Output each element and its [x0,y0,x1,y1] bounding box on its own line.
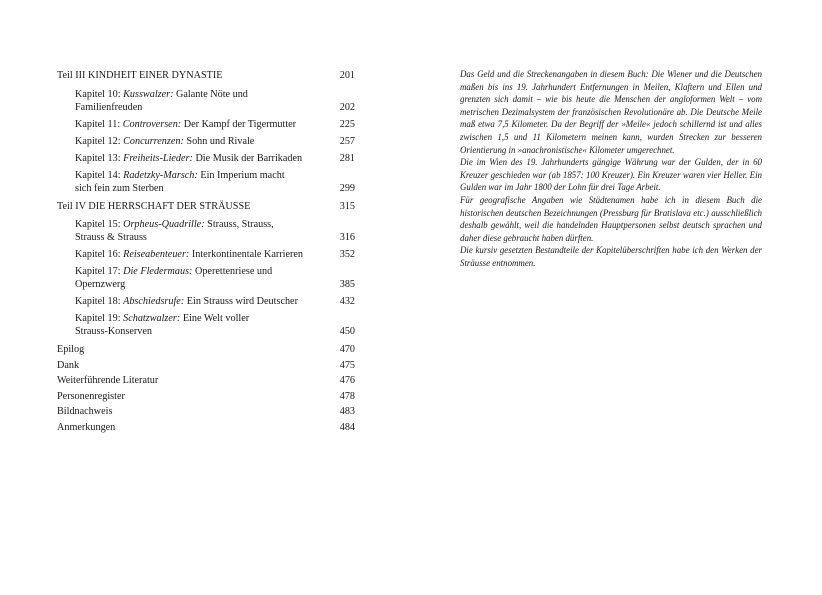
toc-page-number: 225 [339,118,355,130]
chapter-prefix: Kapitel 14: [75,169,124,181]
chapter-italic-title: Orpheus-Quadrille: [123,219,205,230]
chapter-title-continued: Strauss-Konserven [75,326,152,337]
chapter-title: Sohn und Rivale [183,135,255,147]
chapter-prefix: Kapitel 19: [75,313,124,324]
toc-page-number: 202 [339,101,355,113]
chapter-prefix: Kapitel 11: [75,118,123,130]
chapter-italic-title: Concurrenzen: [123,135,184,147]
chapter-title: Der Kampf der Tigermutter [181,118,297,130]
toc-entry-title: Anmerkungen [57,421,116,433]
chapter-italic-title: Kusswalzer: [123,88,174,100]
chapter-italic-title: Abschiedsrufe: [123,296,185,307]
chapter-title: Ein Strauss wird Deutscher [184,296,298,307]
chapter-title: Strauss, Strauss, [204,219,274,230]
note-paragraph-place-names: Für geografische Angaben wie Städtenamen habe ich in diesem Buch die historischen deutschen Bezeichnungen (Pressburg für Bratislava etc.) ausschließlich deshalb gewählt, weil die handelnden Hauptpersonen selbst deutsch sprachen und daher diese gebraucht haben dürften. [460,194,762,243]
chapter-title: Galante Nöte und [173,88,248,100]
toc-entry-title: Bildnachweis [57,406,113,417]
chapter-italic-title: Die Fledermaus: [123,266,193,277]
toc-chapter-10 [75,88,355,114]
toc-page-number: 450 [339,326,355,337]
chapter-title-continued: Strauss & Strauss [75,232,147,243]
toc-page-number: 201 [339,70,355,81]
toc-chapter-16 [75,248,355,261]
chapter-prefix: Kapitel 13: [75,152,124,164]
toc-page-number: 483 [339,406,355,417]
toc-chapter-19 [75,312,355,338]
toc-entry-title: Weiterführende Literatur [57,375,159,386]
chapter-italic-title: Schatzwalzer: [123,313,181,324]
toc-back-matter [57,342,355,435]
chapter-italic-title: Radetzky-Marsch: [123,169,198,181]
toc-entry-bildnachweis [57,404,355,420]
toc-page-number: 257 [339,135,355,147]
toc-page-number: 476 [339,375,355,386]
toc-page-number: 432 [339,296,355,307]
toc-page-number: 475 [339,359,355,371]
chapter-italic-title: Freiheits-Lieder: [123,152,193,164]
chapter-title: Eine Welt voller [180,313,250,324]
toc-entry-epilog [57,342,355,358]
toc-page-number: 470 [339,344,355,355]
toc-part-3 [57,68,355,84]
chapter-prefix: Kapitel 10: [75,88,124,100]
chapter-title: Ein Imperium macht [197,169,285,181]
table-of-contents [57,68,355,435]
editorial-note [460,68,762,270]
chapter-prefix: Kapitel 12: [75,135,124,147]
toc-part-3-chapters [57,88,355,195]
note-paragraph-currency: Die im Wien des 19. Jahrhunderts gängige Währung war der Gulden, der in 60 Kreuzer geschieden war (ab 1857: 100 Kreuzer). Ein Kreuzer waren vier Heller. Ein Gulden war im Jahr 1800 der Lohn für drei Tage Arbeit. [460,157,762,193]
toc-page-number: 352 [339,249,355,260]
chapter-title-continued: sich fein zum Sterben [75,182,164,194]
chapter-title: Operettenriese und [192,266,273,277]
toc-chapter-13 [75,152,355,165]
toc-chapter-11 [75,118,355,131]
toc-entry-title: Personenregister [57,390,125,402]
toc-entry-personenregister [57,389,355,405]
toc-page-number: 484 [339,421,355,433]
toc-page-number: 478 [339,390,355,402]
chapter-title: Die Musik der Barrikaden [192,152,303,164]
chapter-italic-title: Reiseabenteuer: [123,249,190,260]
toc-page-number: 316 [339,232,355,243]
chapter-italic-title: Controversen: [122,118,182,130]
toc-page-number: 299 [339,182,355,194]
chapter-title-continued: Familienfreuden [75,101,143,113]
toc-chapter-15 [75,218,355,244]
toc-entry-title: Dank [57,359,80,371]
chapter-prefix: Kapitel 18: [75,296,124,307]
toc-page-number: 281 [339,152,355,164]
toc-chapter-17 [75,265,355,291]
toc-part-title: Teil III KINDHEIT EINER DYNASTIE [57,70,223,81]
toc-page-number: 315 [339,200,355,212]
note-paragraph-italics: Die kursiv gesetzten Bestandteile der Kapitelüberschriften habe ich den Werken der Sträusse entnommen. [460,245,762,268]
chapter-prefix: Kapitel 16: [75,249,124,260]
note-paragraph-units: Das Geld und die Streckenangaben in diesem Buch: Die Wiener und die Deutschen maßen bis ins 19. Jahrhundert Entfernungen in Meilen, Klaftern und Ellen und grenzten sich damit – wie bis heute die Menschen der angloformen Welt – vom metrischen Dezimalsystem der französischen Revolutionäre ab. Die Deutsche Meile maß etwa 7,5 Kilometer. Da der Begriff der »Meile« jedoch schillernd ist und alles zwischen 1,5 und 11 Kilometern meinen kann, wurden Strecken zur besseren Orientierung in »anachronistische« Kilometer umgerechnet. [460,69,762,155]
toc-entry-title: Epilog [57,344,85,355]
chapter-prefix: Kapitel 17: [75,266,124,277]
toc-part-title: Teil IV DIE HERRSCHAFT DER STRÄUSSE [57,200,251,212]
toc-chapter-14 [75,169,355,195]
toc-chapter-18 [75,295,355,308]
chapter-prefix: Kapitel 15: [75,219,124,230]
chapter-title: Interkontinentale Karrieren [189,249,304,260]
toc-entry-anmerkungen [57,420,355,436]
toc-part-4-chapters [57,218,355,338]
toc-page-number: 385 [339,279,355,290]
toc-entry-literatur [57,373,355,389]
toc-chapter-12 [75,135,355,148]
chapter-title-continued: Opernzwerg [75,279,126,290]
toc-part-4 [57,199,355,215]
toc-entry-dank [57,358,355,374]
